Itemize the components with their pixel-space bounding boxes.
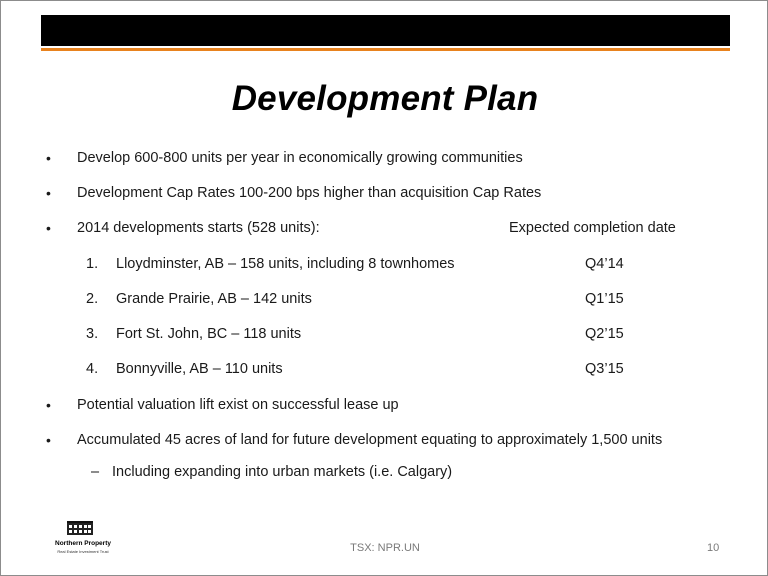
bullet-text-valuation-lift: Potential valuation lift exist on successful lease up <box>77 397 399 413</box>
header-bar <box>41 15 730 46</box>
list-item-number: 4. <box>86 361 99 377</box>
company-logo <box>53 521 113 561</box>
bullet-marker: • <box>46 432 51 448</box>
slide-title: Development Plan <box>231 79 539 118</box>
list-item-number: 3. <box>86 326 99 342</box>
completion-quarter: Q1’15 <box>585 291 624 307</box>
bullet-marker: • <box>46 150 51 166</box>
list-item-number: 1. <box>86 256 99 272</box>
bullet-text-land-acres: Accumulated 45 acres of land for future development equating to approximately 1,500 units <box>77 432 663 448</box>
bullet-text-units-per-year: Develop 600-800 units per year in economically growing communities <box>77 150 523 166</box>
completion-quarter: Q4’14 <box>585 256 624 272</box>
bullet-marker: • <box>46 185 51 201</box>
logo-tagline: Real Estate Investment Trust <box>57 549 109 554</box>
header-accent-line <box>41 48 730 51</box>
completion-quarter: Q3’15 <box>585 361 624 377</box>
page-number: 10 <box>707 542 720 554</box>
footer-ticker: TSX: NPR.UN <box>350 542 420 554</box>
development-item-fort-st-john: Fort St. John, BC – 118 units <box>116 326 302 342</box>
completion-date-header: Expected completion date <box>509 220 676 236</box>
bullet-text-cap-rates: Development Cap Rates 100-200 bps higher than acquisition Cap Rates <box>77 185 542 201</box>
development-item-lloydminster: Lloydminster, AB – 158 units, including 8 townhomes <box>116 256 455 272</box>
bullet-marker: • <box>46 220 51 236</box>
bullet-marker: • <box>46 397 51 413</box>
sub-bullet-marker: – <box>91 464 100 480</box>
building-icon <box>67 521 93 535</box>
logo-company-name: Northern Property <box>55 540 111 547</box>
sub-bullet-text-urban-markets: Including expanding into urban markets (i.e. Calgary) <box>112 464 453 480</box>
list-item-number: 2. <box>86 291 99 307</box>
completion-quarter: Q2’15 <box>585 326 624 342</box>
development-item-grande-prairie: Grande Prairie, AB – 142 units <box>116 291 312 307</box>
bullet-text-2014-starts: 2014 developments starts (528 units): <box>77 220 320 236</box>
development-item-bonnyville: Bonnyville, AB – 110 units <box>116 361 283 377</box>
